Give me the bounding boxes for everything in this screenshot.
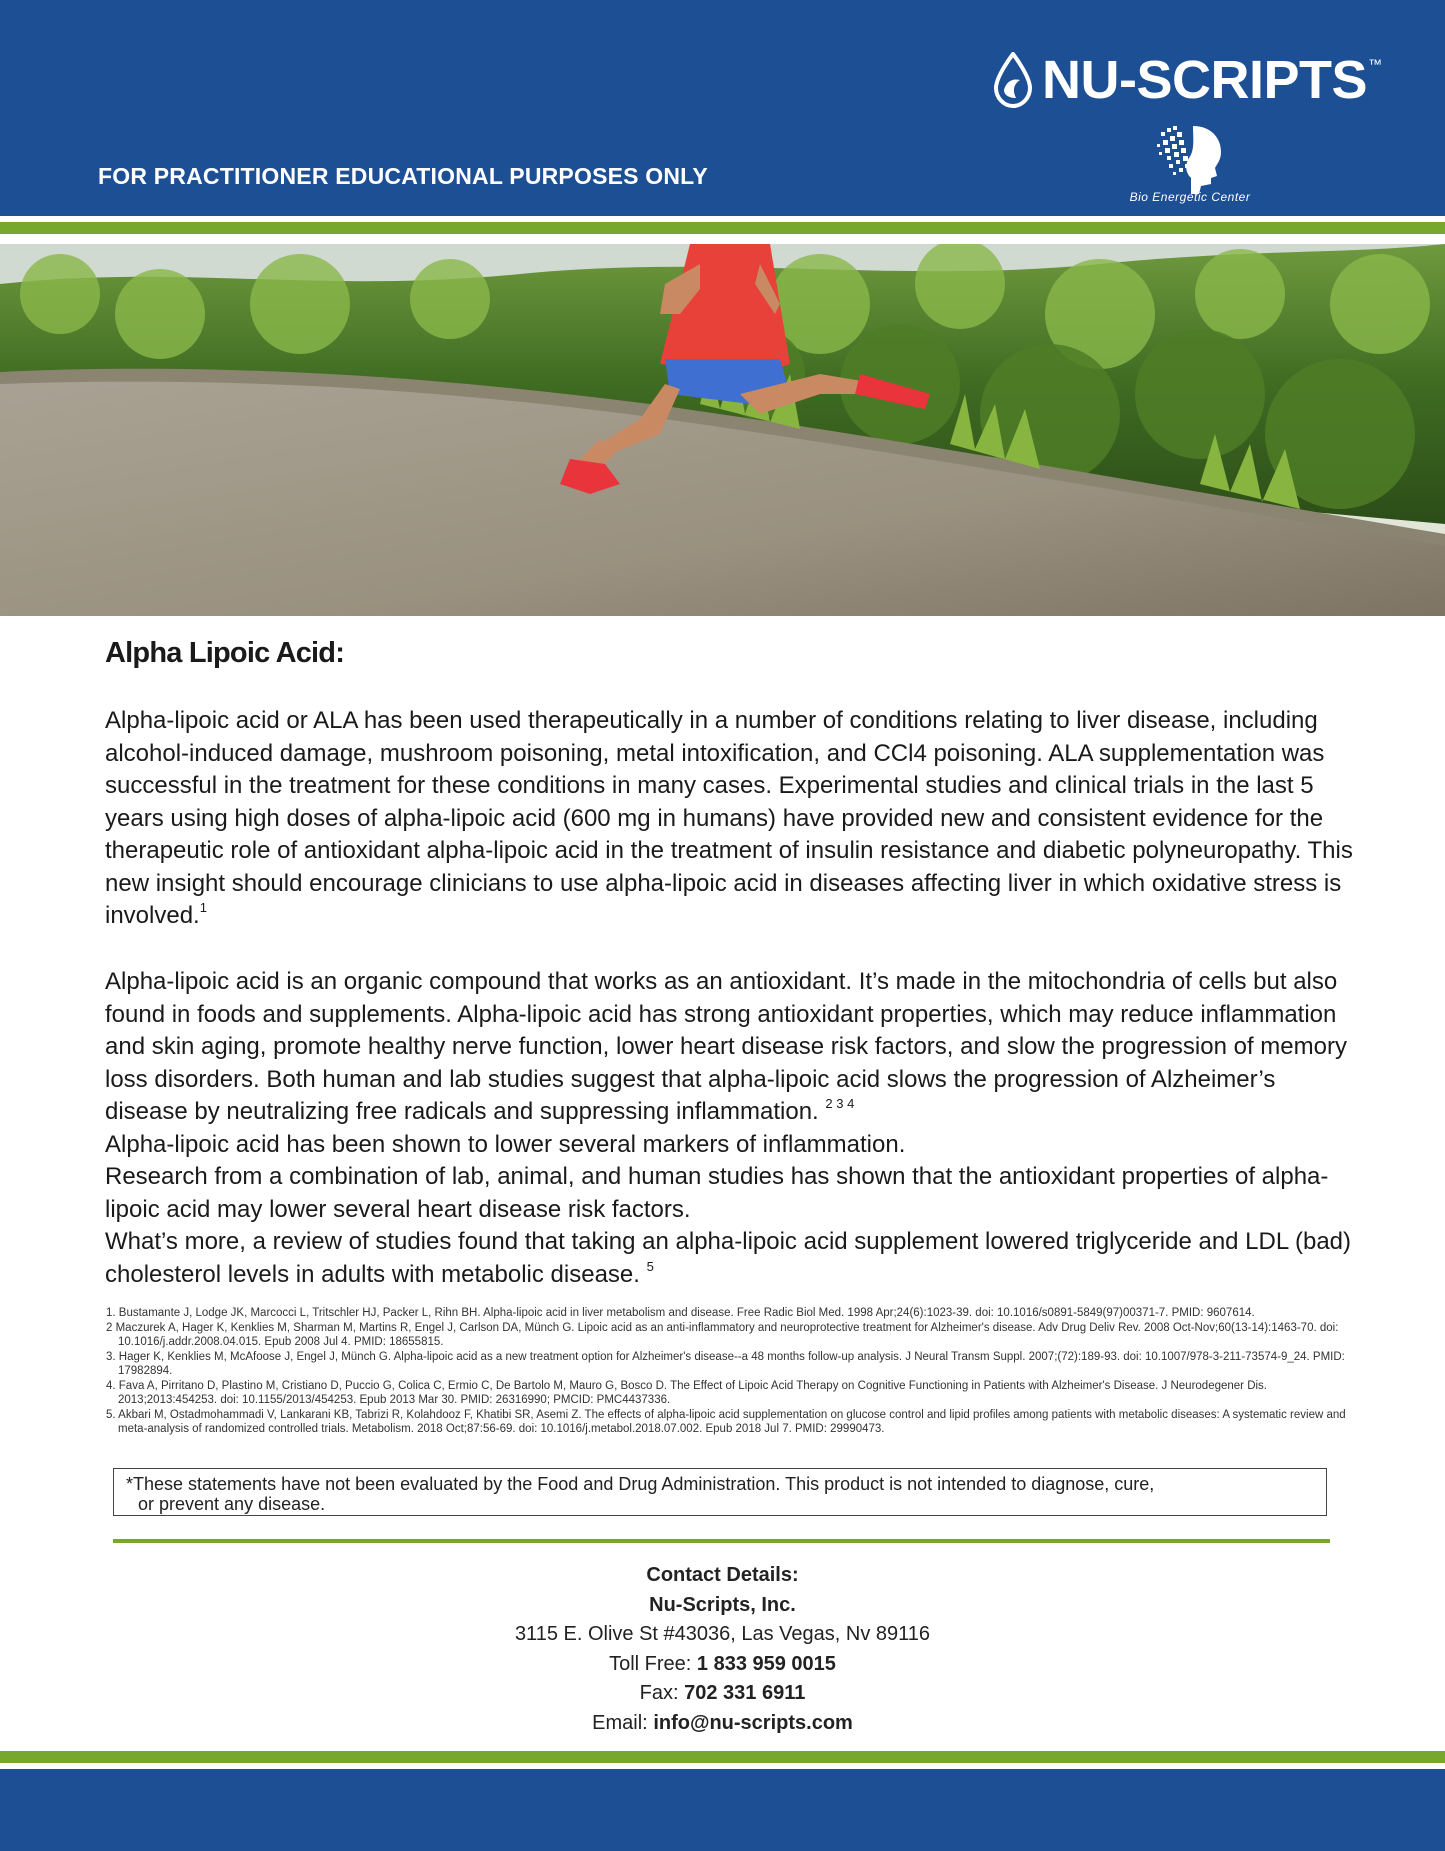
reference-item: 4. Fava A, Pirritano D, Plastino M, Cristiano D, Puccio G, Colica C, Ermio C, De Bartolo M, Mauro G, Bosco D. The Effect of Lipoic Acid Therapy on Cognitive Functioning in Patients with Alzheimer's Disease. J Neurodegener Dis. 2013;2013:454253. doi: 10.1155/2013/454253. Epub 2013 Mar 30. PMID: 26316990; PMCID: PMC4437336.: [106, 1379, 1268, 1406]
company-name: Nu-Scripts, Inc.: [649, 1593, 796, 1616]
article-paragraph-1: [105, 705, 1355, 933]
green-divider-mid: [113, 1539, 1330, 1543]
company-address: 3115 E. Olive St #43036, Las Vegas, Nv 89116: [514, 1623, 931, 1645]
email-label: Email:: [592, 1711, 648, 1734]
reference-item: 2 Maczurek A, Hager K, Kenklies M, Sharman M, Martins R, Engel J, Carlson DA, Münch G. Lipoic acid as an anti-inflammatory and neuroprotective treatment for Alzheimer's disease. Adv Drug Deliv Rev. 2008 Oct-Nov;60(13-14):1463-70. doi: 10.1016/j.addr.2008.04.015. Epub 2008 Jul 4. PMID: 18655815.: [106, 1321, 1339, 1348]
practitioner-disclaimer: FOR PRACTITIONER EDUCATIONAL PURPOSES ONLY: [98, 163, 708, 189]
para2-text-c: Research from a combination of lab, animal, and human studies has shown that the antioxidant properties of alpha-lipoic acid may lower several heart disease risk factors.: [105, 1163, 1329, 1223]
citation-2-3-4: 2 3 4: [825, 1096, 855, 1111]
water-drop-icon: [990, 52, 1036, 108]
reference-item: 3. Hager K, Kenklies M, McAfoose J, Engel J, Münch G. Alpha-lipoic acid as a new treatment option for Alzheimer's disease--a 48 months follow-up analysis. J Neural Transm Suppl. 2007;(72):189-93. doi: 10.1007/978-3-211-73574-9_24. PMID: 17982894.: [106, 1350, 1345, 1377]
toll-free-number[interactable]: 1 833 959 0015: [696, 1652, 836, 1675]
para2-text-b: Alpha-lipoic acid has been shown to lower several markers of inflammation.: [105, 1130, 906, 1158]
fax-label: Fax:: [639, 1682, 679, 1704]
para2-text-d: What’s more, a review of studies found that taking an alpha-lipoic acid supplement lowered triglyceride and LDL (bad) cholesterol levels in adults with metabolic disease.: [105, 1228, 1352, 1288]
email-link[interactable]: info@nu-scripts.com: [653, 1711, 853, 1734]
bio-energetic-head-icon: [1155, 118, 1225, 198]
bio-energetic-center-label: Bio Energetic Center: [1129, 190, 1251, 204]
footer-banner: [0, 1769, 1445, 1851]
trademark-symbol: ™: [1368, 56, 1382, 72]
green-divider-top: [0, 222, 1445, 234]
toll-free-line: [0, 1650, 1445, 1680]
fda-disclaimer-box: [113, 1468, 1327, 1516]
brand-name: NU-SCRIPTS: [1042, 50, 1368, 110]
email-line: [0, 1709, 1445, 1739]
fax-line: [0, 1679, 1445, 1709]
nu-scripts-logo: [990, 50, 1380, 110]
runner-illustration: [0, 244, 1445, 616]
reference-item: 5. Akbari M, Ostadmohammadi V, Lankarani KB, Tabrizi R, Kolahdooz F, Khatibi SR, Asemi Z. The effects of alpha-lipoic acid supplementation on glucose control and lipid profiles among patients with metabolic diseases: A systematic review and meta-analysis of randomized controlled trials. Metabolism. 2018 Oct;87:56-69. doi: 10.1016/j.metabol.2018.07.002. Epub 2018 Jul 7. PMID: 29990473.: [106, 1408, 1346, 1435]
reference-item: 1. Bustamante J, Lodge JK, Marcocci L, Tritschler HJ, Packer L, Rihn BH. Alpha-lipoic acid in liver metabolism and disease. Free Radic Biol Med. 1998 Apr;24(6):1023-39. doi: 10.1016/s0891-5849(97)00371-7. PMID: 9607614.: [106, 1307, 1255, 1319]
references-list: [106, 1306, 1346, 1437]
header-banner: [0, 0, 1445, 216]
citation-5: 5: [646, 1258, 654, 1274]
article-paragraph-2: [105, 966, 1355, 1291]
hero-runner-photo: [0, 244, 1445, 616]
fda-disclaimer-line-1: *These statements have not been evaluated by the Food and Drug Administration. This product is not intended to diagnose, cure,: [126, 1474, 1155, 1494]
article-title: Alpha Lipoic Acid:: [105, 637, 345, 669]
fda-disclaimer-line-2: or prevent any disease.: [138, 1494, 326, 1514]
contact-heading: Contact Details:: [646, 1564, 799, 1586]
toll-free-label: Toll Free:: [609, 1652, 692, 1675]
fax-number: 702 331 6911: [684, 1682, 806, 1704]
para1-text: Alpha-lipoic acid or ALA has been used therapeutically in a number of conditions relating to liver disease, including alcohol-induced damage, mushroom poisoning, metal intoxification, and CCl4 poisoning. ALA supplementation was successful in the treatment for these conditions in many cases. Experimental studies and clinical trials in the last 5 years using high doses of alpha-lipoic acid (600 mg in humans) have provided new and consistent evidence for the therapeutic role of antioxidant alpha-lipoic acid in the treatment of insulin resistance and diabetic polyneuropathy. This new insight should encourage clinicians to use alpha-lipoic acid in diseases affecting liver in which oxidative stress is involved.: [105, 707, 1353, 929]
para2-text-a: Alpha-lipoic acid is an organic compound that works as an antioxidant. It’s made in the mitochondria of cells but also found in foods and supplements. Alpha-lipoic acid has strong antioxidant properties, which may reduce inflammation and skin aging, promote healthy nerve function, lower heart disease risk factors, and slow the progression of memory loss disorders. Both human and lab studies suggest that alpha-lipoic acid slows the progression of Alzheimer’s disease by neutralizing free radicals and suppressing inflammation.: [105, 968, 1347, 1125]
citation-1: 1: [199, 900, 207, 915]
contact-details: [0, 1561, 1445, 1738]
green-divider-bottom: [0, 1751, 1445, 1763]
